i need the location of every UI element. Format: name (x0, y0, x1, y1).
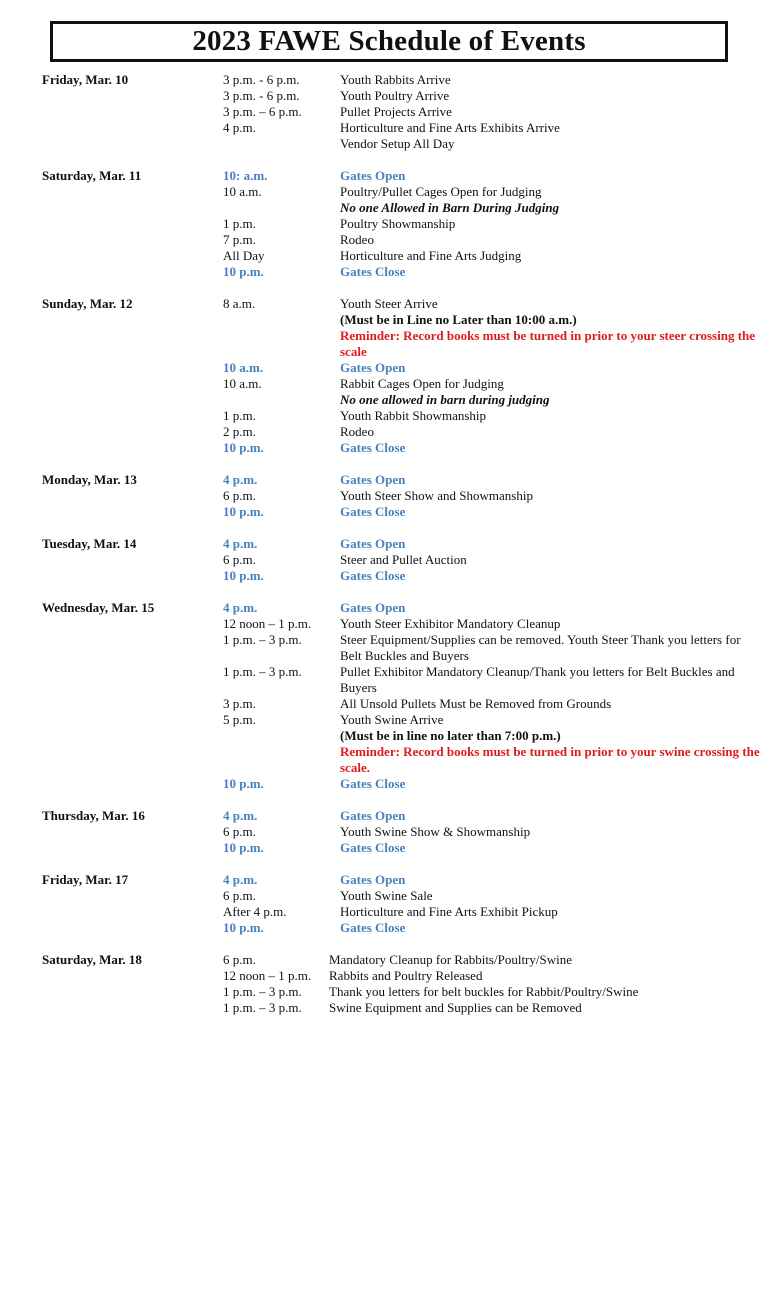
event-row (0, 968, 783, 984)
event-description: (Must be in line no later than 7:00 p.m.) (340, 728, 561, 743)
event-description: Gates Close (340, 920, 406, 935)
event-time: 6 p.m. (223, 488, 256, 503)
event-time: 6 p.m. (223, 552, 256, 567)
event-description: Gates Close (340, 776, 406, 791)
event-description: Youth Rabbit Showmanship (340, 408, 487, 423)
event-description: Gates Open (340, 472, 406, 487)
event-time: 4 p.m. (223, 808, 258, 823)
event-description: Rabbits and Poultry Released (329, 968, 483, 983)
event-time: 10 p.m. (223, 440, 264, 455)
event-row (0, 408, 783, 424)
event-description: Pullet Exhibitor Mandatory Cleanup/Thank you letters for Belt Buckles and Buyers (340, 664, 735, 695)
event-row (0, 216, 783, 232)
event-time: 3 p.m. – 6 p.m. (223, 104, 302, 119)
event-time: 3 p.m. - 6 p.m. (223, 88, 300, 103)
day-label: Saturday, Mar. 18 (42, 952, 142, 967)
event-description: Gates Close (340, 264, 406, 279)
event-description: Reminder: Record books must be turned in prior to your steer crossing the scale (340, 328, 756, 359)
event-row (0, 840, 783, 856)
event-time: 7 p.m. (223, 232, 256, 247)
event-row (0, 424, 783, 440)
event-time: 3 p.m. (223, 696, 256, 711)
event-description: Pullet Projects Arrive (340, 104, 452, 119)
event-row (0, 296, 783, 312)
event-description: Gates Open (340, 536, 406, 551)
day-label: Saturday, Mar. 11 (42, 168, 142, 183)
event-description: Gates Open (340, 872, 406, 887)
day-block (0, 600, 783, 792)
day-label: Friday, Mar. 10 (42, 72, 129, 87)
event-time: 1 p.m. – 3 p.m. (223, 664, 302, 679)
event-description: Poultry Showmanship (340, 216, 456, 231)
event-description: All Unsold Pullets Must be Removed from Grounds (340, 696, 612, 711)
event-time: 1 p.m. – 3 p.m. (223, 984, 302, 999)
event-time: 1 p.m. (223, 216, 256, 231)
page-title: 2023 FAWE Schedule of Events (192, 25, 586, 57)
day-block (0, 952, 783, 1016)
event-description: Gates Close (340, 568, 406, 583)
event-time: 4 p.m. (223, 472, 258, 487)
event-row (0, 312, 783, 328)
event-description: Youth Steer Arrive (340, 296, 438, 311)
event-description: Youth Swine Arrive (340, 712, 444, 727)
event-row (0, 696, 783, 712)
event-description: Swine Equipment and Supplies can be Removed (329, 1000, 582, 1015)
event-row (0, 472, 783, 488)
day-label: Wednesday, Mar. 15 (42, 600, 155, 615)
event-row (0, 72, 783, 88)
event-row (0, 120, 783, 136)
event-row (0, 488, 783, 504)
event-row (0, 920, 783, 936)
event-row (0, 728, 783, 744)
day-block (0, 296, 783, 456)
day-label: Tuesday, Mar. 14 (42, 536, 137, 551)
event-row (0, 904, 783, 920)
event-time: 1 p.m. – 3 p.m. (223, 1000, 302, 1015)
event-description: Steer Equipment/Supplies can be removed. Youth Steer Thank you letters for Belt Buckles and Buyers (340, 632, 741, 663)
day-label: Monday, Mar. 13 (42, 472, 137, 487)
event-row (0, 712, 783, 728)
event-row (0, 600, 783, 616)
day-block (0, 168, 783, 280)
event-time: 10 p.m. (223, 264, 264, 279)
event-row (0, 808, 783, 824)
event-row (0, 360, 783, 376)
day-block (0, 536, 783, 584)
event-description: No one Allowed in Barn During Judging (340, 200, 560, 215)
event-row (0, 328, 783, 360)
event-row (0, 664, 783, 696)
event-row (0, 200, 783, 216)
event-description: Mandatory Cleanup for Rabbits/Poultry/Swine (329, 952, 573, 967)
event-description: Steer and Pullet Auction (340, 552, 467, 567)
event-row (0, 616, 783, 632)
event-time: 4 p.m. (223, 600, 258, 615)
event-description: Horticulture and Fine Arts Judging (340, 248, 522, 263)
event-time: 4 p.m. (223, 872, 258, 887)
event-row (0, 264, 783, 280)
event-time: 10: a.m. (223, 168, 268, 183)
event-description: Rodeo (340, 424, 374, 439)
event-description: Vendor Setup All Day (340, 136, 455, 151)
event-description: Gates Open (340, 360, 406, 375)
event-description: Rabbit Cages Open for Judging (340, 376, 504, 391)
day-block (0, 808, 783, 856)
event-row (0, 248, 783, 264)
event-description: Thank you letters for belt buckles for Rabbit/Poultry/Swine (329, 984, 639, 999)
event-description: Gates Close (340, 440, 406, 455)
event-row (0, 136, 783, 152)
event-row (0, 952, 783, 968)
event-time: 1 p.m. – 3 p.m. (223, 632, 302, 647)
event-time: 10 p.m. (223, 568, 264, 583)
event-row (0, 744, 783, 776)
event-row (0, 568, 783, 584)
event-row (0, 440, 783, 456)
event-time: 5 p.m. (223, 712, 256, 727)
event-description: Reminder: Record books must be turned in prior to your swine crossing the scale. (340, 744, 760, 775)
title-box (50, 21, 728, 62)
event-description: No one allowed in barn during judging (340, 392, 550, 407)
event-time: 6 p.m. (223, 888, 256, 903)
event-row (0, 824, 783, 840)
event-description: Youth Steer Show and Showmanship (340, 488, 533, 503)
event-row (0, 632, 783, 664)
event-time: 10 p.m. (223, 504, 264, 519)
event-description: Gates Open (340, 600, 406, 615)
event-row (0, 536, 783, 552)
event-description: Youth Rabbits Arrive (340, 72, 451, 87)
event-row (0, 88, 783, 104)
event-description: Gates Close (340, 504, 406, 519)
event-time: 2 p.m. (223, 424, 256, 439)
event-description: Gates Open (340, 168, 406, 183)
event-time: 6 p.m. (223, 824, 256, 839)
day-block (0, 472, 783, 520)
event-description: Youth Poultry Arrive (340, 88, 450, 103)
event-time: 3 p.m. - 6 p.m. (223, 72, 300, 87)
event-description: Youth Steer Exhibitor Mandatory Cleanup (340, 616, 561, 631)
event-description: Youth Swine Sale (340, 888, 433, 903)
event-time: 10 a.m. (223, 184, 262, 199)
event-row (0, 168, 783, 184)
event-row (0, 376, 783, 392)
event-time: 10 a.m. (223, 376, 262, 391)
event-time: 4 p.m. (223, 536, 258, 551)
event-time: 4 p.m. (223, 120, 256, 135)
event-description: Gates Close (340, 840, 406, 855)
day-label: Sunday, Mar. 12 (42, 296, 133, 311)
day-block (0, 872, 783, 936)
event-time: 12 noon – 1 p.m. (223, 968, 312, 983)
event-description: Youth Swine Show & Showmanship (340, 824, 531, 839)
event-description: Rodeo (340, 232, 374, 247)
event-description: (Must be in Line no Later than 10:00 a.m.) (340, 312, 577, 327)
event-row (0, 104, 783, 120)
event-time: 12 noon – 1 p.m. (223, 616, 312, 631)
event-time: 8 a.m. (223, 296, 256, 311)
event-time: 10 p.m. (223, 840, 264, 855)
day-block (0, 72, 783, 152)
event-time: All Day (223, 248, 265, 263)
event-time: 10 p.m. (223, 920, 264, 935)
event-description: Poultry/Pullet Cages Open for Judging (340, 184, 542, 199)
event-time: After 4 p.m. (223, 904, 287, 919)
event-row (0, 984, 783, 1000)
event-time: 10 p.m. (223, 776, 264, 791)
day-label: Friday, Mar. 17 (42, 872, 129, 887)
day-label: Thursday, Mar. 16 (42, 808, 145, 823)
event-time: 1 p.m. (223, 408, 256, 423)
event-row (0, 1000, 783, 1016)
event-description: Horticulture and Fine Arts Exhibits Arrive (340, 120, 560, 135)
event-row (0, 504, 783, 520)
event-row (0, 392, 783, 408)
event-row (0, 552, 783, 568)
event-row (0, 888, 783, 904)
event-row (0, 184, 783, 200)
event-description: Gates Open (340, 808, 406, 823)
event-description: Horticulture and Fine Arts Exhibit Pickup (340, 904, 558, 919)
event-row (0, 872, 783, 888)
event-time: 6 p.m. (223, 952, 256, 967)
event-time: 10 a.m. (223, 360, 264, 375)
schedule (0, 72, 783, 1032)
event-row (0, 776, 783, 792)
event-row (0, 232, 783, 248)
